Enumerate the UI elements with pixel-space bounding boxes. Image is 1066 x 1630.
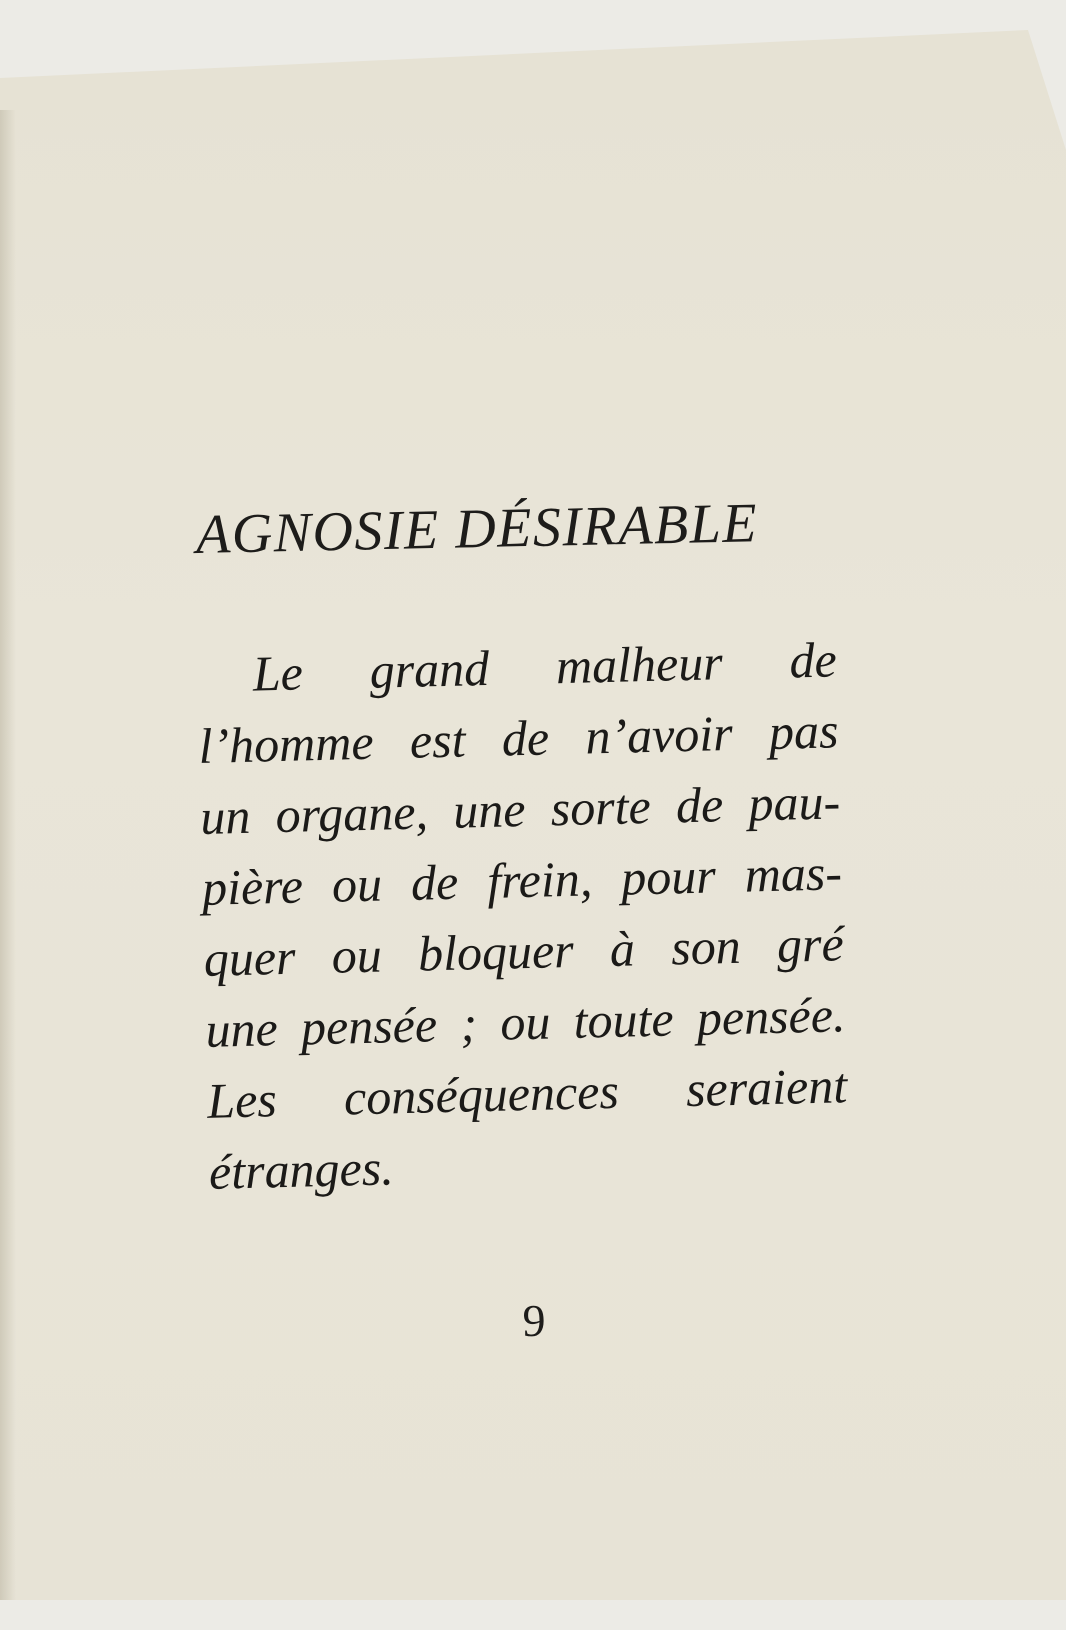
page-number: 9 bbox=[522, 1295, 546, 1346]
paragraph-line: étranges. bbox=[208, 1139, 395, 1200]
paragraph-line: une pensée ; ou toute pensée. bbox=[204, 986, 847, 1058]
paragraph-line: Les conséquences seraient bbox=[206, 1057, 848, 1129]
paragraph-line: un organe, une sorte de pau- bbox=[199, 773, 841, 845]
gutter-shadow bbox=[0, 110, 16, 1630]
paragraph-line: quer ou bloquer à son gré bbox=[203, 915, 845, 987]
body-paragraph bbox=[196, 624, 850, 1207]
chapter-title: AGNOSIE DÉSIRABLE bbox=[195, 492, 759, 566]
paragraph-line: pière ou de frein, pour mas- bbox=[201, 844, 843, 916]
paragraph-line: Le grand malheur de bbox=[252, 631, 838, 702]
paragraph-line: l’homme est de n’avoir pas bbox=[197, 702, 840, 774]
